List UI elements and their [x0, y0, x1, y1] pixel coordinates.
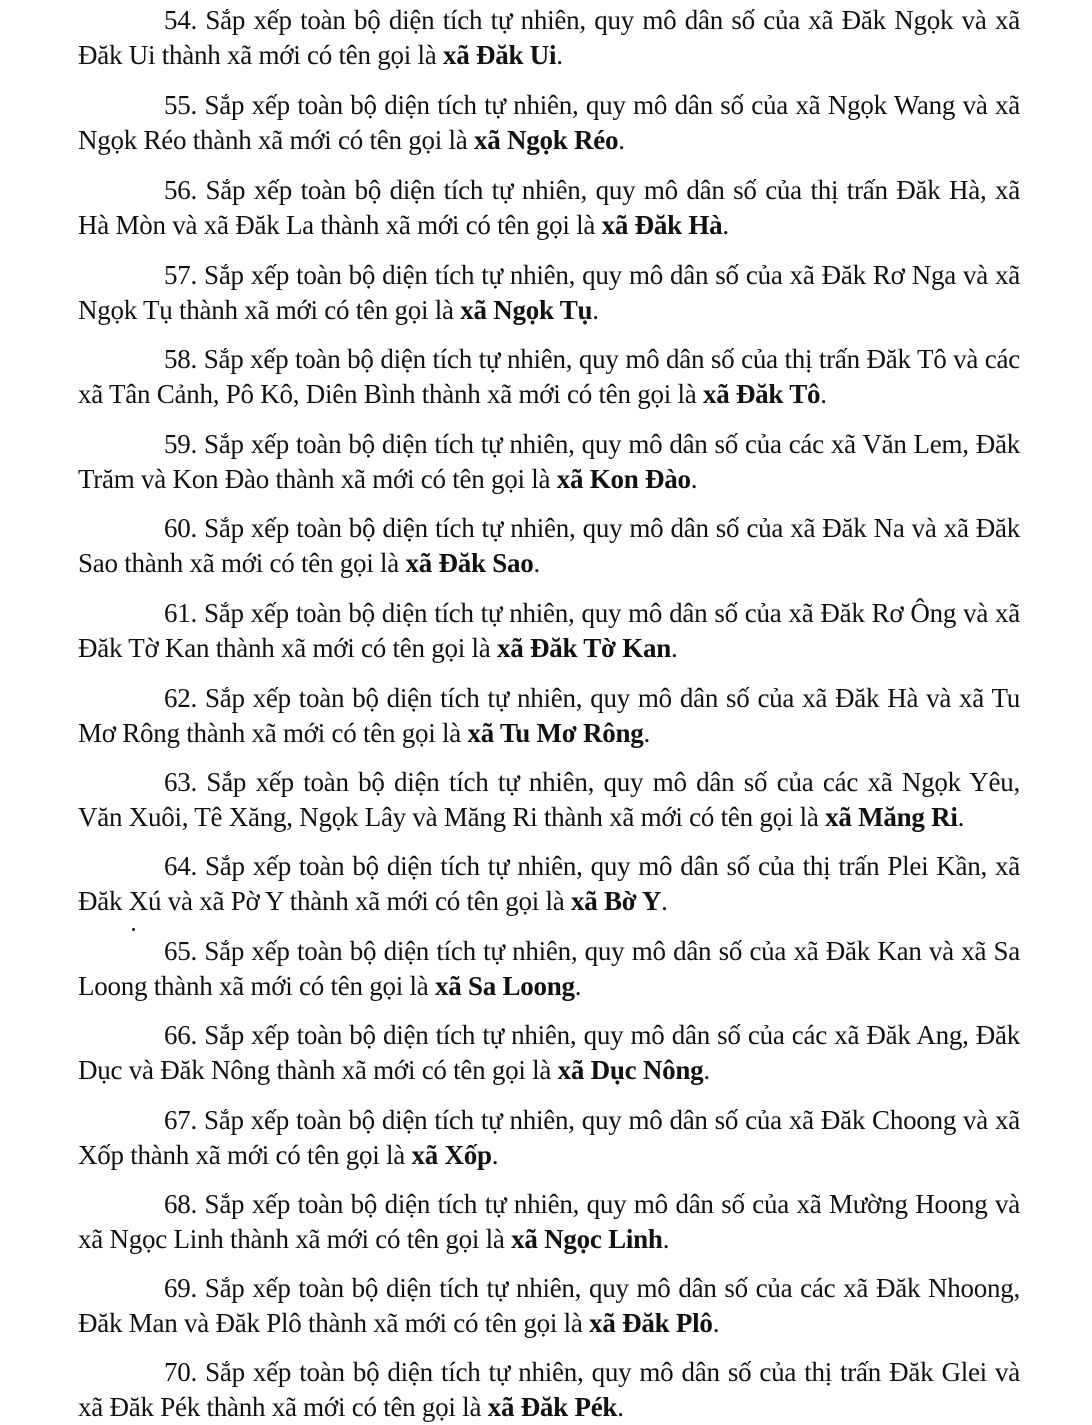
article-number: 59.: [164, 429, 197, 459]
period: .: [722, 210, 729, 240]
article-text: Sắp xếp toàn bộ diện tích tự nhiên, quy mô dân số của thị trấn Đăk Hà, xã Hà Mòn và xã Đăk La thành xã mới có tên gọi là: [78, 175, 1020, 240]
article-number: 57.: [164, 260, 197, 290]
commune-name: xã Ngọk Réo: [473, 125, 619, 155]
period: .: [670, 633, 678, 663]
article-70: [78, 1355, 1020, 1425]
commune-name: xã Đăk Tô: [702, 379, 821, 409]
commune-name: xã Sa Loong: [434, 971, 575, 1001]
article-text: Sắp xếp toàn bộ diện tích tự nhiên, quy mô dân số của xã Đăk Hà và xã Tu Mơ Rông thành xã mới có tên gọi là: [78, 683, 1020, 748]
article-text: Sắp xếp toàn bộ diện tích tự nhiên, quy mô dân số của thị trấn Đăk Glei và xã Đăk Pék thành xã mới có tên gọi là: [78, 1357, 1020, 1422]
period: .: [556, 40, 563, 70]
article-number: 65.: [164, 936, 197, 966]
article-text: Sắp xếp toàn bộ diện tích tự nhiên, quy mô dân số của xã Đăk Choong và xã Xốp thành xã mới có tên gọi là: [78, 1105, 1021, 1170]
article-62: [78, 681, 1020, 751]
article-number: 54.: [164, 5, 197, 35]
article-number: 64.: [164, 851, 197, 881]
article-number: 69.: [164, 1273, 197, 1303]
article-text: Sắp xếp toàn bộ diện tích tự nhiên, quy mô dân số của xã Mường Hoong và xã Ngọc Linh thành xã mới có tên gọi là: [78, 1189, 1020, 1254]
commune-name: xã Đăk Pék: [487, 1392, 618, 1422]
period: .: [662, 1224, 670, 1254]
commune-name: xã Đăk Ui: [442, 40, 557, 70]
article-55: [78, 88, 1020, 158]
article-68: [78, 1187, 1020, 1257]
commune-name: xã Tu Mơ Rông: [467, 718, 644, 748]
article-text: Sắp xếp toàn bộ diện tích tự nhiên, quy mô dân số của xã Đăk Na và xã Đăk Sao thành xã mới có tên gọi là: [78, 513, 1021, 578]
article-text: Sắp xếp toàn bộ diện tích tự nhiên, quy mô dân số của các xã Ngọk Yêu, Văn Xuôi, Tê Xăng, Ngọk Lây và Măng Ri thành xã mới có tên gọi là: [78, 767, 1021, 832]
article-text: Sắp xếp toàn bộ diện tích tự nhiên, quy mô dân số của thị trấn Plei Kần, xã Đăk Xú và xã Pờ Y thành xã mới có tên gọi là: [78, 851, 1020, 916]
article-text: Sắp xếp toàn bộ diện tích tự nhiên, quy mô dân số của các xã Đăk Nhoong, Đăk Man và Đăk Plô thành xã mới có tên gọi là: [78, 1273, 1020, 1338]
article-60: [78, 511, 1020, 581]
commune-name: xã Măng Ri: [825, 802, 958, 832]
article-number: 70.: [164, 1357, 197, 1387]
article-61: [78, 596, 1020, 666]
article-number: 68.: [164, 1189, 197, 1219]
commune-name: xã Xốp: [411, 1140, 492, 1170]
commune-name: xã Ngọk Tụ: [460, 295, 593, 325]
article-number: 58.: [164, 344, 197, 374]
article-56: [78, 173, 1020, 243]
period: .: [574, 971, 582, 1001]
period: .: [618, 125, 625, 155]
article-59: [78, 427, 1020, 497]
article-number: 56.: [164, 175, 197, 205]
period: .: [957, 802, 965, 832]
article-text: Sắp xếp toàn bộ diện tích tự nhiên, quy mô dân số của thị trấn Đăk Tô và các xã Tân Cảnh, Pô Kô, Diên Bình thành xã mới có tên gọi là: [78, 344, 1021, 409]
article-58: [78, 342, 1020, 412]
article-66: [78, 1018, 1020, 1088]
article-number: 63.: [164, 767, 197, 797]
article-number: 61.: [164, 598, 197, 628]
article-number: 55.: [164, 90, 197, 120]
commune-name: xã Đăk Tờ Kan: [496, 633, 671, 663]
commune-name: xã Dục Nông: [557, 1055, 704, 1085]
period: .: [643, 718, 651, 748]
article-text: Sắp xếp toàn bộ diện tích tự nhiên, quy mô dân số của xã Đăk Ngọk và xã Đăk Ui thành xã mới có tên gọi là: [78, 5, 1021, 70]
article-number: 67.: [164, 1105, 197, 1135]
period: .: [712, 1308, 720, 1338]
period: .: [690, 464, 698, 494]
article-54: [78, 3, 1020, 73]
period: .: [533, 548, 540, 578]
commune-name: xã Đăk Sao: [405, 548, 534, 578]
commune-name: xã Ngọc Linh: [511, 1224, 663, 1254]
scan-speck: [132, 928, 135, 931]
article-text: Sắp xếp toàn bộ diện tích tự nhiên, quy mô dân số của xã Đăk Rơ Ông và xã Đăk Tờ Kan thành xã mới có tên gọi là: [78, 598, 1020, 663]
period: .: [491, 1140, 499, 1170]
article-text: Sắp xếp toàn bộ diện tích tự nhiên, quy mô dân số của xã Ngọk Wang và xã Ngọk Réo thành xã mới có tên gọi là: [78, 90, 1021, 155]
article-text: Sắp xếp toàn bộ diện tích tự nhiên, quy mô dân số của các xã Đăk Ang, Đăk Dục và Đăk Nông thành xã mới có tên gọi là: [78, 1020, 1020, 1085]
period: .: [820, 379, 827, 409]
article-64: [78, 849, 1020, 919]
article-number: 60.: [164, 513, 197, 543]
period: .: [592, 295, 599, 325]
article-number: 66.: [164, 1020, 197, 1050]
article-65: [78, 934, 1020, 1004]
article-63: [78, 765, 1020, 835]
period: .: [703, 1055, 710, 1085]
period: .: [661, 886, 668, 916]
article-57: [78, 258, 1020, 328]
commune-name: xã Đăk Plô: [589, 1308, 713, 1338]
article-text: Sắp xếp toàn bộ diện tích tự nhiên, quy mô dân số của các xã Văn Lem, Đăk Trăm và Kon Đào thành xã mới có tên gọi là: [78, 429, 1020, 494]
article-67: [78, 1103, 1020, 1173]
article-69: [78, 1271, 1020, 1341]
commune-name: xã Đăk Hà: [601, 210, 723, 240]
article-text: Sắp xếp toàn bộ diện tích tự nhiên, quy mô dân số của xã Đăk Kan và xã Sa Loong thành xã mới có tên gọi là: [78, 936, 1020, 1001]
article-text: Sắp xếp toàn bộ diện tích tự nhiên, quy mô dân số của xã Đăk Rơ Nga và xã Ngọk Tụ thành xã mới có tên gọi là: [78, 260, 1020, 325]
article-number: 62.: [164, 683, 197, 713]
period: .: [617, 1392, 624, 1422]
commune-name: xã Bờ Y: [570, 886, 662, 916]
commune-name: xã Kon Đào: [556, 464, 691, 494]
